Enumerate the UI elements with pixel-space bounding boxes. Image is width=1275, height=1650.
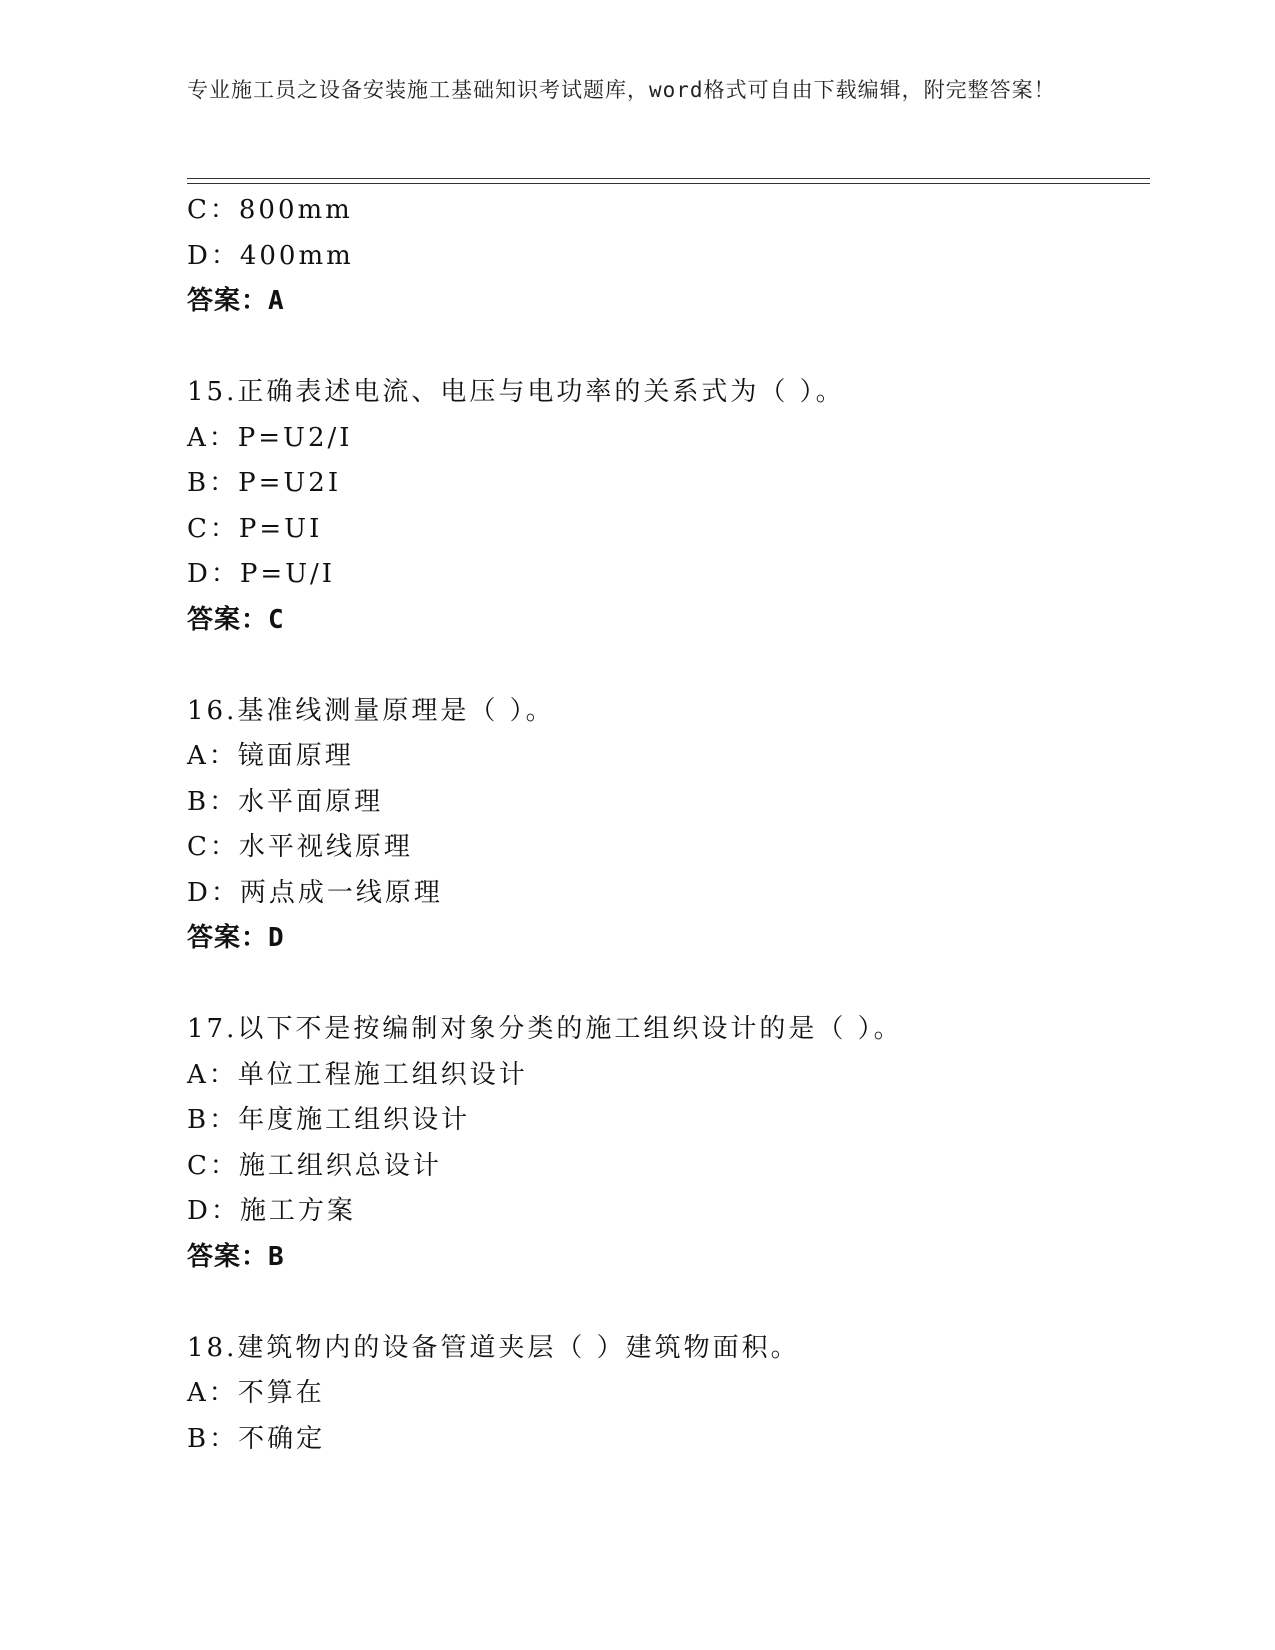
- question-stem: 15.正确表述电流、电压与电功率的关系式为（ ）。: [187, 377, 845, 407]
- option-c: C：P=UI: [187, 513, 323, 544]
- question-stem: 16.基准线测量原理是（ ）。: [187, 695, 555, 726]
- option-d: D：400mm: [187, 240, 354, 271]
- option-a: A：P=U2/I: [187, 422, 353, 453]
- answer-line: 答案：B: [187, 1241, 285, 1272]
- option-c: C：800mm: [187, 195, 353, 225]
- option-d: D：P=U/I: [187, 559, 336, 589]
- option-a: A：镜面原理: [187, 741, 354, 771]
- answer-line: 答案：C: [187, 604, 285, 635]
- header-divider-bottom: [187, 183, 1150, 184]
- question-stem: 18.建筑物内的设备管道夹层（ ）建筑物面积。: [187, 1332, 800, 1363]
- option-c: C：水平视线原理: [187, 832, 413, 862]
- option-d: D：施工方案: [187, 1196, 356, 1226]
- option-a: A：不算在: [187, 1378, 325, 1408]
- question-stem: 17.以下不是按编制对象分类的施工组织设计的是（ ）。: [187, 1014, 903, 1044]
- option-b: B：水平面原理: [187, 786, 384, 817]
- answer-line: 答案：D: [187, 923, 285, 953]
- option-d: D：两点成一线原理: [187, 877, 443, 908]
- option-b: B：不确定: [187, 1423, 326, 1454]
- spacer: [187, 643, 1147, 689]
- question-list: [187, 188, 1147, 1462]
- option-a: A：单位工程施工组织设计: [187, 1059, 528, 1090]
- answer-line: 答案：A: [187, 286, 285, 316]
- option-b: B：P=U2I: [187, 468, 342, 498]
- spacer: [187, 962, 1147, 1008]
- option-c: C：施工组织总设计: [187, 1150, 442, 1181]
- spacer: [187, 1280, 1147, 1326]
- spacer: [187, 325, 1147, 371]
- header-divider-top: [187, 178, 1150, 179]
- option-b: B：年度施工组织设计: [187, 1105, 471, 1135]
- page-header: 专业施工员之设备安装施工基础知识考试题库，word格式可自由下载编辑，附完整答案！: [187, 78, 1056, 102]
